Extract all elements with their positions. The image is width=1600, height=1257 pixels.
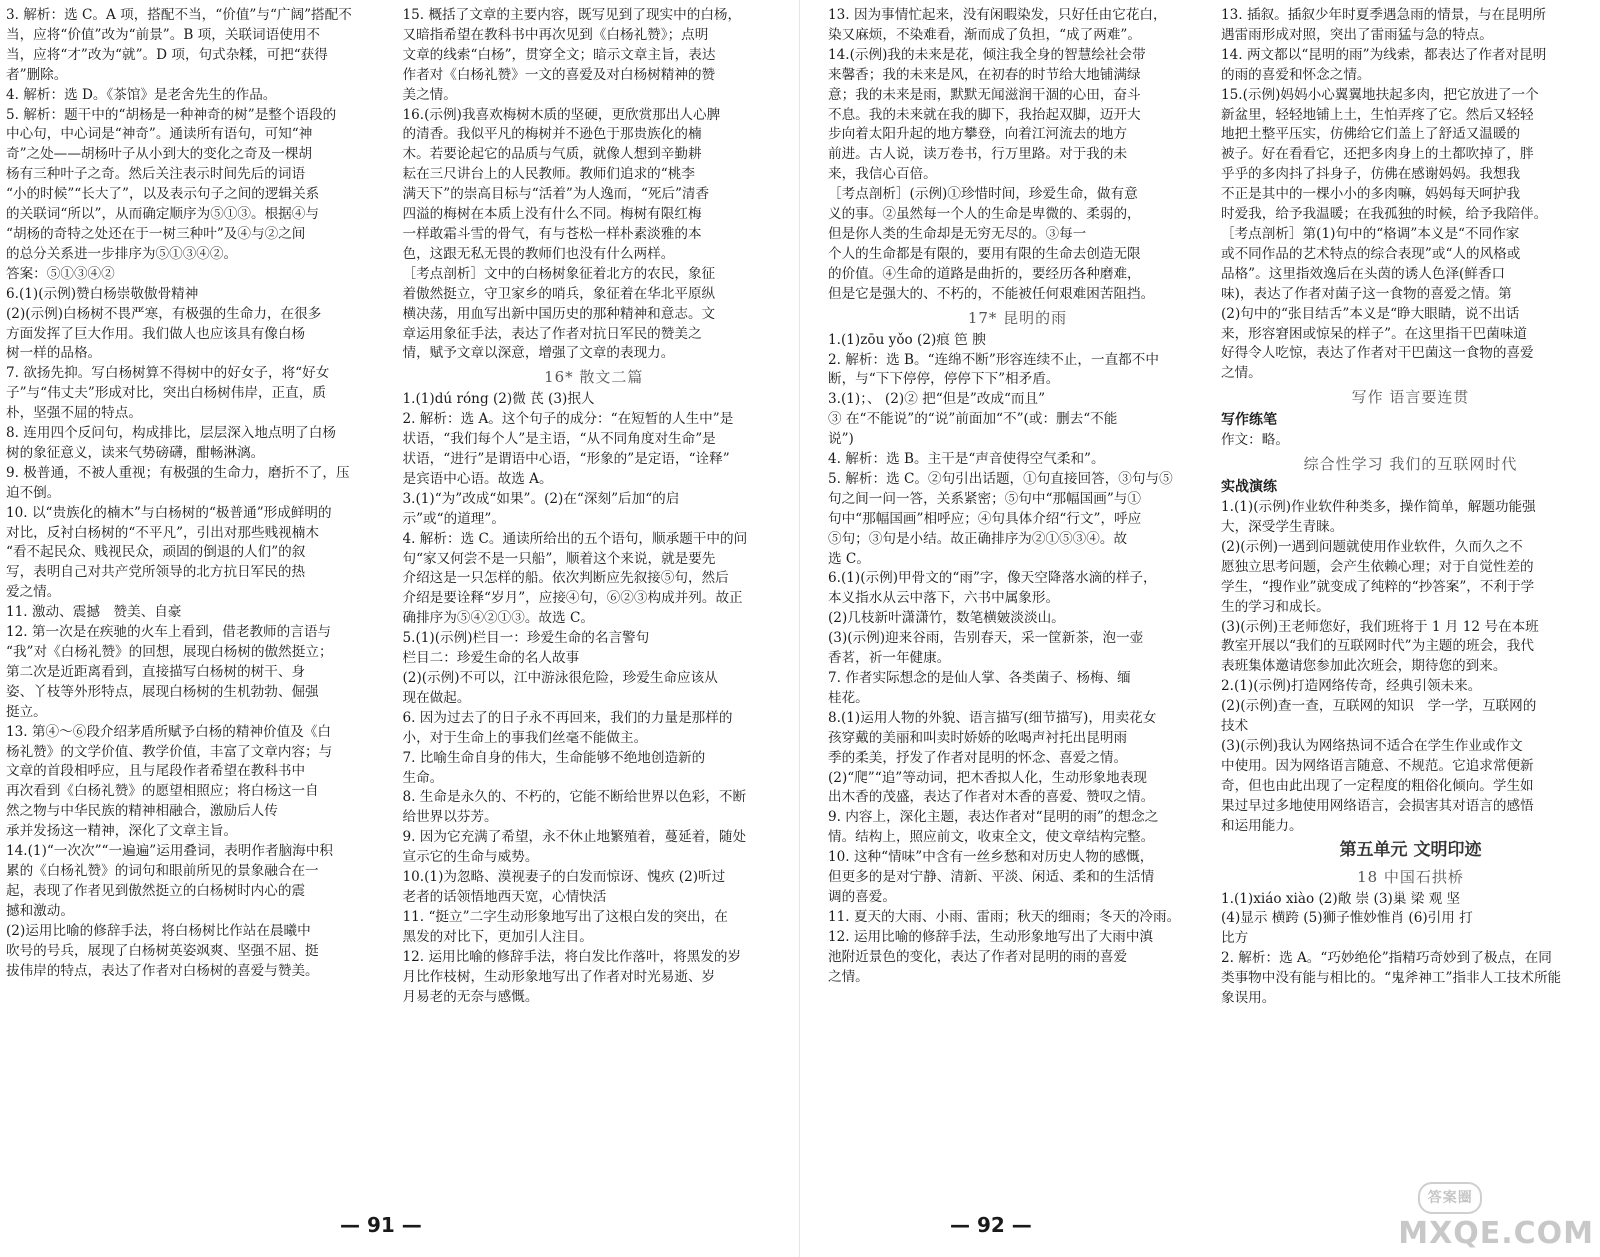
text-line: 7. 比喻生命自身的伟大，生命能够不绝地创造新的 (402, 749, 706, 766)
text-line: 3.(1)；、 (2)② 把“但是”改成“而且” (828, 391, 1046, 408)
text-line: ［考点剖析］第(1)句中的“格调”本义是“不同作家 (1221, 225, 1520, 242)
text-line: 生命。 (402, 769, 444, 786)
text-line: 章运用象征手法，表达了作者对抗日军民的赞美之 (402, 325, 702, 342)
text-line: 意；我的未来是雨，默默无闻滋润干涸的心田，奋斗 (828, 86, 1141, 103)
text-line: 爱之情。 (6, 584, 61, 601)
text-line: (2)(示例)白杨树不畏严寒，有极强的生命力，在很多 (6, 305, 322, 322)
text-line: 2. 解析：选 A。“巧妙绝伦”指精巧奇妙到了极点，在同 (1221, 950, 1552, 967)
writing-answer: 作文：略。 (1221, 432, 1289, 449)
text-line: 13. 插叙。插叙少年时夏季遇急雨的情景，与在昆明所 (1221, 7, 1547, 23)
text-line: 撼和激动。 (6, 902, 74, 919)
text-line: 出木香的茂盛，表达了作者对木香的喜爱、赞叹之情。 (828, 789, 1155, 806)
text-line: 被子。好在看看它，还把多肉身上的土都吹掉了，胖 (1221, 146, 1534, 163)
right-col-2-bottom (1221, 890, 1600, 1009)
text-line: 介绍是要诠释“岁月”，应接④句，⑥②③构成并列。故正 (402, 590, 743, 607)
watermark-badge: 答案圈 (1418, 1182, 1482, 1214)
text-line: 15. 概括了文章的主要内容，既写见到了现实中的白杨， (402, 7, 742, 23)
text-line: 10. 这种“情味”中含有一丝乡愁和对历史人物的感慨， (828, 849, 1154, 866)
text-line: 奇”之处——胡杨叶子从小到大的变化之奇及一棵胡 (6, 146, 313, 163)
text-line: 染又麻烦，不染难看，渐而成了负担，“成了两难”。 (828, 26, 1141, 43)
text-line: 16.(示例)我喜欢梅树木质的坚硬，更欣赏那出人心脾 (402, 106, 721, 123)
section-title-kunming-rain: 17* 昆明的雨 (967, 308, 1068, 327)
text-line: 但是它是强大的、不朽的，不能被任何艰难困苦阻挡。 (828, 285, 1155, 302)
text-line: 一样敢霜斗雪的骨气，有与苍松一样朴素淡雅的本 (402, 225, 702, 242)
text-line: 对比，反衬白杨树的“不平凡”，引出对那些贱视楠木 (6, 524, 319, 541)
text-line: 8.(1)运用人物的外貌、语言描写(细节描写)，用卖花女 (828, 709, 1157, 726)
practice-heading: 实战演练 (1221, 479, 1277, 496)
text-line: 挺立。 (6, 703, 47, 720)
text-line: 奇，但也由此出现了一定程度的粗俗化倾向。学生如 (1221, 777, 1534, 794)
right-col-2 (1221, 6, 1600, 1201)
text-line: 香茗，祈一年健康。 (828, 650, 951, 667)
text-line: 者”删除。 (6, 66, 68, 83)
text-line: 状语，“我们每个人”是主语，“从不同角度对生命”是 (402, 431, 716, 448)
text-line: 5. 解析：题干中的“胡杨是一种神奇的树”是整个语段的 (6, 106, 337, 123)
text-line: 9. 极普通，不被人重视；有极强的生命力，磨折不了，压 (6, 464, 350, 481)
text-line: 2. 解析：选 B。“连绵不断”形容连续不止，一直都不中 (828, 351, 1159, 368)
text-line: (2)几枝新叶潇潇竹，数笔横皴淡淡山。 (828, 610, 1065, 627)
text-line: 8. 连用四个反问句，构成排比，层层深入地点明了白杨 (6, 425, 336, 442)
text-line: 写，表明自己对共产党所领导的北方抗日军民的热 (6, 564, 306, 581)
text-line: 选 C。 (828, 550, 870, 567)
text-line: 中使用。因为网络语言随意、不规范。它追求常便新 (1221, 757, 1534, 774)
text-line: 承并发扬这一精神，深化了文章主旨。 (6, 823, 238, 840)
text-line: 11. “挺立”二字生动形象地写出了这根白发的突出，在 (402, 908, 728, 925)
text-line: 句“家又何尝不是一只船”，顺着这个来说，就是要先 (402, 550, 716, 567)
text-line: 小，对于生命上的事我们丝毫不能做主。 (402, 729, 648, 746)
text-line: 6.(1)(示例)赞白杨崇敬傲骨精神 (6, 285, 199, 302)
text-line: 的清香。我似平凡的梅树并不逊色于那贵族化的楠 (402, 126, 702, 143)
text-line: 当，应将“价值”改为“前景”。B 项，关联词语使用不 (6, 26, 320, 43)
text-line: ［考点剖析］(示例)①珍惜时间，珍爱生命，做有意 (828, 186, 1138, 203)
text-line: 11. 激动、震撼 赞美、自豪 (6, 604, 182, 621)
text-line: 本义指水从云中落下，六书中属象形。 (828, 590, 1060, 607)
text-line: “胡杨的奇特之处还在于一树三种叶”及④与②之间 (6, 225, 306, 242)
text-line: 又暗指希望在教科书中再次见到《白杨礼赞》；点明 (402, 26, 709, 43)
left-col-2 (403, 6, 786, 1201)
text-line: 来馨香；我的未来是风，在初春的时节给大地铺满绿 (828, 66, 1141, 83)
text-line: 桂花。 (828, 689, 869, 706)
right-col-1-top (828, 6, 1207, 305)
text-line: 1.(1)xiáo xiào (2)敞 崇 (3)巢 梁 观 坚 (1221, 890, 1461, 907)
text-line: 句中“那幅国画”相呼应；④句具体介绍“行文”，呼应 (828, 510, 1142, 527)
text-line: 木。若要论起它的品质与气质，就像人想到辛勤耕 (402, 146, 702, 163)
right-col-2-top (1221, 6, 1600, 384)
text-line: 3. 解析：选 C。A 项，搭配不当，“价值”与“广阔”搭配不 (6, 7, 352, 23)
text-line: (2)(示例)查一查，互联网的知识 学一学，互联网的 (1221, 698, 1537, 715)
text-line: 调的喜爱。 (828, 888, 896, 905)
text-line: 生的学习和成长。 (1221, 598, 1330, 615)
text-line: (2)句中的“张目结舌”本义是“睁大眼睛，说不出话 (1221, 305, 1520, 322)
text-line: 教室开展以“我们的互联网时代”为主题的班会，我代 (1221, 638, 1534, 655)
text-line: 句之间一问一答，关系紧密；⑤句中“那幅国画”与① (828, 490, 1141, 507)
text-line: 9. 内容上，深化主题，表达作者对“昆明的雨”的想念之 (828, 809, 1159, 826)
left-col-2-bottom (403, 390, 786, 1007)
text-line: 池附近景色的变化，表达了作者对昆明的雨的喜爱 (828, 948, 1128, 965)
text-line: 但是你人类的生命却是无穷无尽的。③每一 (828, 225, 1087, 242)
text-line: 杨有三种叶子之奇。然后关注表示时间先后的词语 (6, 166, 306, 183)
text-line: 表班集体邀请您参加此次班会，期待您的到来。 (1221, 658, 1507, 675)
section-title-prose: 16* 散文二篇 (544, 368, 644, 387)
text-line: “看不起民众、贱视民众，顽固的倒退的人们”的叙 (6, 544, 306, 561)
text-line: (2)“爬”“追”等动词，把木香拟人化，生动形象地表现 (828, 769, 1147, 786)
text-line: (4)显示 横跨 (5)狮子惟妙惟肖 (6)引用 打 (1221, 910, 1473, 927)
text-line: 给世界以芬芳。 (402, 809, 498, 826)
text-line: 大，深受学生青睐。 (1221, 519, 1344, 536)
lesson-title: 18 中国石拱桥 (1357, 867, 1464, 886)
text-line: 12. 运用比喻的修辞手法，生动形象地写出了大雨中滇 (828, 928, 1154, 945)
text-line: 果过早过多地使用网络语言，会损害其对语言的感悟 (1221, 797, 1534, 814)
text-line: 再次看到《白杨礼赞》的愿望相照应；将白杨这一自 (6, 783, 319, 800)
text-line: 地把土整平压实，仿佛给它们盖上了舒适又温暖的 (1221, 126, 1521, 143)
text-line: 前进。古人说，读万卷书，行万里路。对于我的未 (828, 146, 1128, 163)
text-line: (3)(示例)迎来谷雨，告别春天，采一筐新茶，泡一壶 (828, 630, 1144, 647)
text-line: 4. 解析：选 C。通读所给出的五个语句，顺承题干中的问 (402, 530, 748, 547)
text-line: (2)(示例)一遇到问题就使用作业软件，久而久之不 (1221, 538, 1523, 555)
text-line: “我”对《白杨礼赞》的回想，展现白杨树的傲然挺立； (6, 644, 333, 660)
text-line: 比方 (1221, 930, 1249, 947)
watermark-text: MXQE.COM (1398, 1216, 1594, 1251)
text-line: 答案：⑤①③④② (6, 265, 115, 282)
text-line: 8. 生命是永久的、不朽的，它能不断给世界以色彩，不断 (402, 789, 747, 806)
text-line: 时爱我，给予我温暖；在我孤独的时候，给予我陪伴。 (1221, 206, 1548, 223)
text-line: 孩穿戴的美丽和叫卖时娇娇的吆喝声衬托出昆明雨 (828, 729, 1128, 746)
text-line: (2)(示例)不可以，江中游泳很危险，珍爱生命应该从 (402, 670, 718, 686)
text-line: 现在做起。 (402, 689, 471, 706)
page-number-left: — 91 — (340, 1213, 422, 1237)
text-line: 6.(1)(示例)甲骨文的“雨”字，像天空降落水滴的样子， (828, 570, 1157, 587)
text-line: 技术 (1221, 718, 1249, 735)
text-line: 拔伟岸的特点，表达了作者对白杨树的喜爱与赞美。 (6, 962, 319, 979)
text-line: 宣示它的生命与威势。 (402, 849, 539, 866)
text-line: 姿、丫枝等外形特点，展现白杨树的生机勃勃、倔强 (6, 683, 319, 700)
text-line: ［考点剖析］文中的白杨树象征着北方的农民，象征 (402, 265, 716, 282)
text-line: 美之情。 (402, 86, 457, 103)
text-line: 耘在三尺讲台上的人民教师。教师们追求的“桃李 (402, 166, 695, 183)
left-col-2-top (403, 6, 786, 364)
unit-title: 第五单元 文明印迹 (1339, 839, 1482, 860)
text-line: 黑发的对比下，更加引人注目。 (402, 928, 593, 945)
text-line: 5. 解析：选 C。②句引出话题，①句直接回答，③句与⑤ (828, 470, 1173, 487)
text-line: 第二次是近距离看到，直接描写白杨树的树干、身 (6, 663, 306, 680)
text-line: 然之物与中华民族的精神相融合，激励后人传 (6, 803, 278, 820)
text-line: 的关联词“所以”，从而确定顺序为⑤①③。根据④与 (6, 206, 319, 223)
text-line: 情，赋予文章以深意，增强了文章的表现力。 (402, 345, 675, 362)
text-line: 吹号的号兵，展现了白杨树英姿飒爽、坚强不屈、挺 (6, 942, 319, 959)
text-line: 色，这跟无私无畏的教师们也没有什么两样。 (402, 245, 675, 262)
text-line: 13. 第④～⑥段介绍茅盾所赋予白杨的精神价值及《白 (6, 723, 332, 740)
text-line: 不息。我的未来就在我的脚下，我抬起双脚，迈开大 (828, 106, 1141, 123)
text-line: 1.(1)dú róng (2)微 芪 (3)抿人 (402, 391, 595, 408)
text-line: 遇雷雨形成对照，突出了雷雨猛与急的特点。 (1221, 26, 1493, 43)
text-line: 来，形容窘困或惊呆的样子”。在这里指干巴菌味道 (1221, 325, 1528, 342)
text-line: 说”) (828, 431, 854, 448)
left-page-columns (6, 6, 785, 1201)
right-page-columns (828, 6, 1600, 1201)
text-line: 介绍这是一只怎样的船。依次判断应先叙接⑤句，然后 (402, 570, 729, 587)
text-line: 品格”。这里指效逸后在头茵的诱人色泽(鲜香口 (1221, 265, 1506, 282)
text-line: 确排序为⑤④②①③。故选 C。 (402, 610, 594, 627)
text-line: 12. 运用比喻的修辞手法，将白发比作落叶，将黑发的岁 (402, 948, 742, 965)
text-line: 象误用。 (1221, 990, 1276, 1007)
text-line: 作者对《白杨礼赞》一文的喜爱及对白杨树精神的赞 (402, 66, 716, 83)
text-line: 状语，“进行”是谓语中心语，“形象的”是定语，“诠释” (402, 451, 730, 468)
text-line: 4. 解析：选 B。主干是“声音使得空气柔和”。 (828, 451, 1105, 468)
text-line: 栏目二：珍爱生命的名人故事 (402, 650, 580, 667)
text-line: 四溢的梅树在本质上没有什么不同。梅树有限红梅 (402, 206, 702, 223)
text-line: 2.(1)(示例)打造网络传奇，经典引领未来。 (1221, 678, 1482, 695)
text-line: 断，与“下下停停，停停下下”相矛盾。 (828, 371, 1060, 388)
watermark (1398, 1182, 1594, 1251)
text-line: 和运用能力。 (1221, 817, 1303, 834)
right-page (800, 0, 1600, 1257)
text-line: 之情。 (1221, 365, 1262, 382)
text-line: 味)，表达了作者对菌子这一食物的喜爱之情。第 (1221, 285, 1512, 302)
text-line: 步向着太阳升起的地方攀登，向着江河流去的地方 (828, 126, 1128, 143)
text-line: 的价值。④生命的道路是曲折的，要经历各种磨难， (828, 265, 1141, 282)
text-line: 义的事。②虽然每一个人的生命是卑微的、柔弱的， (828, 206, 1141, 223)
writing-practice-heading: 写作练笔 (1221, 412, 1277, 429)
text-line: 4. 解析：选 D。《茶馆》是老舍先生的作品。 (6, 86, 277, 103)
text-line: 5.(1)(示例)栏目一：珍爱生命的名言警句 (402, 630, 650, 647)
text-line: ③ 在“不能说”的“说”前面加“不”(或：删去“不能 (828, 411, 1118, 428)
text-line: 7. 作者实际想念的是仙人掌、各类菌子、杨梅、缅 (828, 670, 1131, 686)
text-line: 不正是其中的一棵小小的多肉嘛，妈妈每天呵护我 (1221, 186, 1521, 203)
text-line: 3.(1)“为”改成“如果”。(2)在“深刻”后加“的启 (402, 490, 680, 507)
text-line: 14.(1)“一次次”“一遍遍”运用叠词，表明作者脑海中积 (6, 843, 333, 860)
text-line: 6. 因为过去了的日子永不再回来，我们的力量是那样的 (402, 709, 733, 726)
text-line: 是宾语中心语。故选 A。 (402, 470, 553, 487)
text-line: 树一样的品格。 (6, 345, 102, 362)
text-line: 但更多的是对宁静、清新、平淡、闲适、柔和的生活情 (828, 869, 1155, 886)
text-line: 文章的首段相呼应，且与尾段作者希望在教科书中 (6, 763, 306, 780)
text-line: 11. 夏天的大雨、小雨、雷雨；秋天的细雨；冬天的冷雨。 (828, 908, 1181, 925)
text-line: (2)运用比喻的修辞手法，将白杨树比作站在晨曦中 (6, 922, 311, 939)
text-line: 文章的线索“白杨”，贯穿全文；暗示文章主旨，表达 (402, 46, 716, 63)
text-line: 15.(示例)妈妈小心翼翼地扶起多肉，把它放进了一个 (1221, 86, 1539, 103)
text-line: 10. 以“贵族化的楠木”与白杨树的“极普通”形成鲜明的 (6, 504, 332, 521)
text-line: 朴，坚强不屈的特点。 (6, 405, 142, 422)
text-line: 9. 因为它充满了希望，永不休止地繁殖着，蔓延着，随处 (402, 829, 747, 846)
section-title-writing: 写作 语言要连贯 (1351, 388, 1470, 407)
text-line: 新盆里，轻轻地铺上土，生怕弄疼了它。然后又轻轻 (1221, 106, 1534, 123)
section-title-integrated: 综合性学习 我们的互联网时代 (1303, 455, 1518, 474)
text-line: 14.(示例)我的未来是花，倾注我全身的智慧绘社会带 (828, 46, 1146, 63)
text-line: 愿独立思考问题，会产生依赖心理；对于自觉性差的 (1221, 558, 1534, 575)
text-line: 13. 因为事情忙起来，没有闲暇染发，只好任由它花白， (828, 7, 1167, 23)
text-line: (3)(示例)王老师您好，我们班将于 1 月 12 号在本班 (1221, 618, 1539, 635)
text-line: (3)(示例)我认为网络热词不适合在学生作业或作文 (1221, 738, 1523, 754)
text-line: 学生，“搜作业”就变成了纯粹的“抄答案”，不利于学 (1221, 578, 1535, 595)
text-line: 的总分关系进一步排序为⑤①③④②。 (6, 245, 238, 262)
text-line: 之情。 (828, 968, 869, 985)
text-line: 子”与“伟丈夫”形成对比，突出白杨树伟岸，正直，质 (6, 385, 326, 402)
page-number-right: — 92 — (950, 1213, 1032, 1237)
text-line: 好得令人吃惊，表达了作者对干巴菌这一食物的喜爱 (1221, 345, 1534, 362)
text-line: 类事物中没有能与相比的。“鬼斧神工”指非人工技术所能 (1221, 970, 1562, 987)
text-line: 14. 两文都以“昆明的雨”为线索，都表达了作者对昆明 (1221, 46, 1547, 63)
text-line: 2. 解析：选 A。这个句子的成分：“在短暂的人生中”是 (402, 411, 734, 428)
text-line: 示”或“的道理”。 (402, 510, 505, 527)
text-line: 月比作枝树，生动形象地写出了作者对时光易逝、岁 (402, 968, 716, 985)
text-line: 杨礼赞》的文学价值、教学价值，丰富了文章内容；与 (6, 743, 333, 760)
text-line: 横决荡，用血写出新中国历史的那种精神和意志。文 (402, 305, 716, 322)
text-line: 迫不倒。 (6, 484, 61, 501)
right-col-2-mid (1221, 498, 1600, 836)
text-line: 着傲然挺立，守卫家乡的哨兵，象征着在华北平原纵 (402, 285, 716, 302)
text-line: 月易老的无奈与感慨。 (402, 988, 539, 1005)
right-col-1 (828, 6, 1207, 1201)
text-line: 树的象征意义，读来气势磅礴，酣畅淋漓。 (6, 444, 265, 461)
text-line: 1.(1)zōu yǒo (2)痕 笆 腴 (828, 331, 986, 348)
text-line: “小的时候”“长大了”，以及表示句子之间的逻辑关系 (6, 186, 320, 203)
text-line: 个人的生命都是有限的，要用有限的生命去创造无限 (828, 245, 1141, 262)
text-line: 当，应将“才”改为“就”。D 项，句式杂糅，可把“获得 (6, 46, 328, 63)
right-col-1-bottom (828, 331, 1207, 988)
text-line: ⑤句；③句是小结。故正确排序为②①⑤③④。故 (828, 530, 1128, 547)
text-line: 季的柔美，抒发了作者对昆明的怀念、喜爱之情。 (828, 749, 1128, 766)
text-line: 老者的话领悟地西天宽，心情快活 (402, 888, 607, 905)
text-line: 的雨的喜爱和怀念之情。 (1221, 66, 1371, 83)
text-line: 起，表现了作者见到傲然挺立的白杨树时内心的震 (6, 882, 306, 899)
text-line: 12. 第一次是在疾驰的火车上看到，借老教师的言语与 (6, 624, 332, 641)
text-line: 来，我信心百倍。 (828, 166, 937, 183)
text-line: 中心句，中心词是“神奇”。通读所有语句，可知“神 (6, 126, 313, 143)
text-line: 满天下”的崇高目标与“活着”为人逸而，“死后”清香 (402, 186, 710, 203)
text-line: 方面发挥了巨大作用。我们做人也应该具有像白杨 (6, 325, 306, 342)
text-line: 情。结构上，照应前文，收束全文，使文章结构完整。 (828, 829, 1155, 846)
text-line: 或不同作品的艺术特点的综合表现”或“人的风格或 (1221, 245, 1521, 262)
left-col-1 (6, 6, 389, 1201)
text-line: 累的《白杨礼赞》的词句和眼前所见的景象融合在一 (6, 862, 319, 879)
text-line: 10.(1)为忽略、漠视妻子的白发而惊讶、愧疚 (2)听过 (402, 869, 726, 886)
text-line: 7. 欲扬先抑。写白杨树算不得树中的好女子，将“好女 (6, 365, 330, 382)
text-line: 1.(1)(示例)作业软件种类多，操作简单，解题功能强 (1221, 499, 1536, 516)
text-line: 乎乎的多肉抖了抖身子，仿佛在感谢妈妈。我想我 (1221, 166, 1521, 183)
